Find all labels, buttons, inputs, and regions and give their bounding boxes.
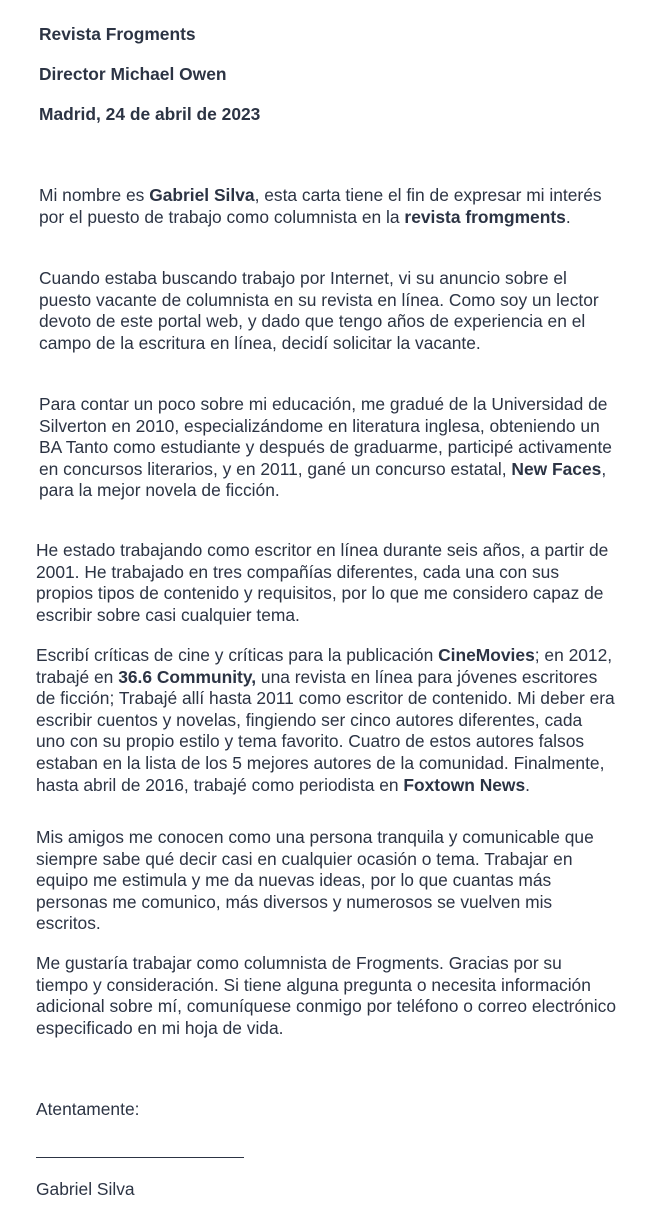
intro-text-c: . <box>565 206 571 227</box>
publications-text-a: Escribí críticas de cine y críticas para la publicación <box>36 645 439 665</box>
publication-community: 36.6 Community, <box>118 666 257 687</box>
education-text-a: Para contar un poco sobre mi educación, me gradué de la Universidad de Silverton en 2010, especializándome en literatura inglesa, obteniendo un BA Tanto como estudiante y después de graduarme, participé activamente en concursos literarios, y en 2011, gané un concurso estatal, <box>39 394 612 479</box>
signature-line <box>36 1157 244 1158</box>
paragraph-education <box>39 394 614 502</box>
paragraph-experience: He estado trabajando como escritor en línea durante seis años, a partir de 2001. He trabajado en tres compañías diferentes, cada una con sus propios tipos de contenido y requisitos, por lo que me considero capaz de escribir sobre casi cualquier tema. <box>36 540 609 625</box>
signer-name: Gabriel Silva <box>36 1179 135 1199</box>
publication-foxtown-news: Foxtown News <box>403 774 526 795</box>
paragraph-publications <box>36 645 616 796</box>
paragraph-introduction <box>39 185 614 228</box>
closing-salutation: Atentamente: <box>36 1099 140 1119</box>
place-and-date: Madrid, 24 de abril de 2023 <box>39 104 261 124</box>
recipient-director: Director Michael Owen <box>39 64 227 84</box>
applicant-name: Gabriel Silva <box>149 185 255 205</box>
publications-text-d: . <box>525 774 530 795</box>
publications-text-c: una revista en línea para jóvenes escritores de ficción; Trabajé allí hasta 2011 como escritor de contenido. Mi deber era escribir cuentos y novelas, fingiendo ser cinco autores diferentes, cada uno con su propio estilo y tema favorito. Cuatro de estos autores falsos estaban en la lista de los 5 mejores autores de la comunidad. Finalmente, hasta abril de 2016, trabajé como periodista en <box>36 666 615 795</box>
magazine-name: revista fromgments <box>404 206 566 227</box>
education-text-b: , para la mejor novela de ficción. <box>39 458 607 501</box>
intro-text-a: Mi nombre es <box>39 185 150 205</box>
publications-text-b: ; en 2012, trabajé en <box>36 645 613 687</box>
paragraph-closing: Me gustaría trabajar como columnista de Frogments. Gracias por su tiempo y consideración. Si tiene alguna pregunta o necesita información adicional sobre mí, comuníquese conmigo por teléfono o correo electrónico especificado en mi hoja de vida. <box>36 953 617 1038</box>
intro-text-b: , esta carta tiene el fin de expresar mi interés por el puesto de trabajo como columnista en la <box>39 185 602 227</box>
recipient-magazine: Revista Frogments <box>39 24 196 44</box>
paragraph-personality: Mis amigos me conocen como una persona tranquila y comunicable que siempre sabe qué decir casi en cualquier ocasión o tema. Trabajar en equipo me estimula y me da nuevas ideas, por lo que cuantas más personas me comunico, más diversos y numerosos se vuelven mis escritos. <box>36 827 594 934</box>
publication-cinemovies: CineMovies <box>438 645 535 665</box>
paragraph-job-search: Cuando estaba buscando trabajo por Internet, vi su anuncio sobre el puesto vacante de columnista en su revista en línea. Como soy un lector devoto de este portal web, y dado que tengo años de experiencia en el campo de la escritura en línea, decidí solicitar la vacante. <box>39 268 599 353</box>
award-name: New Faces <box>511 458 602 479</box>
